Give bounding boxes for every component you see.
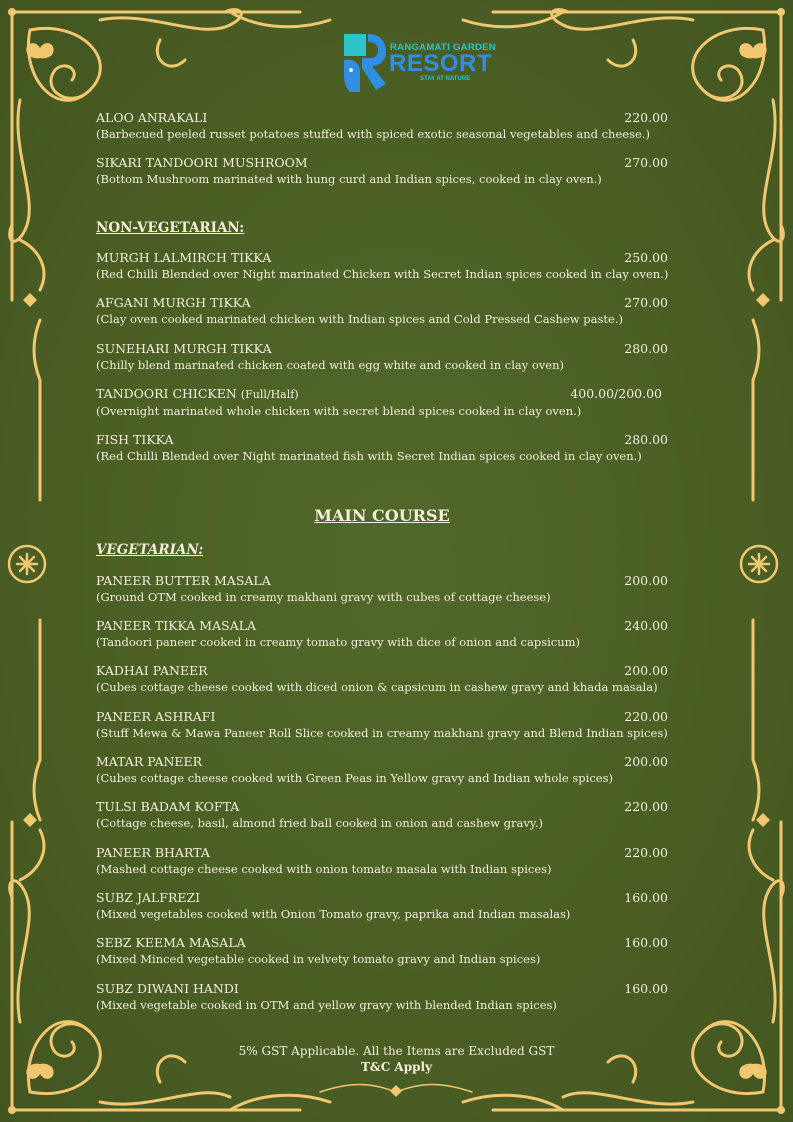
item-price: 160.00 <box>624 935 668 950</box>
item-name: SUBZ JALFREZI <box>96 890 201 905</box>
left-starburst-medallion <box>6 543 48 585</box>
main-course-title: MAIN COURSE <box>314 506 450 525</box>
item-description: (Mashed cottage cheese cooked with onion tomato masala with Indian spices) <box>96 862 552 876</box>
menu-item <box>96 890 668 922</box>
terms-note: T&C Apply <box>360 1060 433 1074</box>
non-veg-heading: NON-VEGETARIAN: <box>96 220 245 236</box>
item-price: 400.00/200.00 <box>570 386 662 401</box>
item-price: 200.00 <box>624 663 668 678</box>
item-price: 160.00 <box>624 890 668 905</box>
item-name-text: TANDOORI CHICKEN <box>96 386 237 401</box>
logo-mark-icon <box>342 32 388 94</box>
item-price: 270.00 <box>624 155 668 170</box>
item-price: 240.00 <box>624 618 668 633</box>
item-portion-qualifier: (Full/Half) <box>240 388 299 401</box>
item-price: 160.00 <box>624 981 668 996</box>
menu-item <box>96 110 668 142</box>
item-description: (Cubes cottage cheese cooked with Green Peas in Yellow gravy and Indian whole spices) <box>96 771 613 785</box>
footer <box>0 1043 793 1075</box>
item-name: TULSI BADAM KOFTA <box>96 799 240 814</box>
menu-item <box>96 295 668 327</box>
item-description: (Cubes cottage cheese cooked with diced onion & capsicum in cashew gravy and khada masala) <box>96 680 658 694</box>
item-name: PANEER BHARTA <box>96 845 210 860</box>
item-name: PANEER BUTTER MASALA <box>96 573 271 588</box>
menu-item <box>96 845 668 877</box>
item-name: ALOO ANRAKALI <box>96 110 208 125</box>
right-starburst-medallion <box>738 543 780 585</box>
item-description: (Mixed Minced vegetable cooked in velvety tomato gravy and Indian spices) <box>96 952 541 966</box>
menu-item <box>96 432 668 464</box>
item-name: SUBZ DIWANI HANDI <box>96 981 239 996</box>
menu-item <box>96 386 668 419</box>
item-name: SIKARI TANDOORI MUSHROOM <box>96 155 308 170</box>
item-description: (Red Chilli Blended over Night marinated Chicken with Secret Indian spices cooked in clay oven.) <box>96 267 669 281</box>
item-description: (Mixed vegetables cooked with Onion Tomato gravy, paprika and Indian masalas) <box>96 907 571 921</box>
item-price: 220.00 <box>624 110 668 125</box>
menu-item <box>96 663 668 695</box>
item-description: (Clay oven cooked marinated chicken with Indian spices and Cold Pressed Cashew paste.) <box>96 312 623 326</box>
item-name: PANEER TIKKA MASALA <box>96 618 257 633</box>
item-description: (Red Chilli Blended over Night marinated fish with Secret Indian spices cooked in clay oven.) <box>96 449 642 463</box>
gst-note: 5% GST Applicable. All the Items are Excluded GST <box>238 1044 555 1058</box>
item-price: 280.00 <box>624 432 668 447</box>
item-name: KADHAI PANEER <box>96 663 208 678</box>
item-price: 270.00 <box>624 295 668 310</box>
item-description: (Overnight marinated whole chicken with secret blend spices cooked in clay oven.) <box>96 404 582 418</box>
item-description: (Barbecued peeled russet potatoes stuffed with spiced exotic seasonal vegetables and cheese.) <box>96 127 650 141</box>
item-price: 200.00 <box>624 754 668 769</box>
item-name: FISH TIKKA <box>96 432 174 447</box>
item-price: 220.00 <box>624 709 668 724</box>
menu-item <box>96 981 668 1013</box>
menu-item <box>96 799 668 831</box>
item-description: (Stuff Mewa & Mawa Paneer Roll Slice cooked in creamy makhani gravy and Blend Indian spices) <box>96 726 668 740</box>
item-description: (Chilly blend marinated chicken coated with egg white and cooked in clay oven) <box>96 358 565 372</box>
item-description: (Tandoori paneer cooked in creamy tomato gravy with dice of onion and capsicum) <box>96 635 581 649</box>
item-description: (Mixed vegetable cooked in OTM and yellow gravy with blended Indian spices) <box>96 998 557 1012</box>
item-description: (Cottage cheese, basil, almond fried ball cooked in onion and cashew gravy.) <box>96 816 543 830</box>
logo-line1: RANGAMATI GARDEN <box>390 42 496 53</box>
menu-item <box>96 155 668 187</box>
item-name: SUNEHARI MURGH TIKKA <box>96 341 272 356</box>
menu-item <box>96 709 668 741</box>
menu-item <box>96 618 668 650</box>
item-price: 200.00 <box>624 573 668 588</box>
item-description: (Ground OTM cooked in creamy makhani gravy with cubes of cottage cheese) <box>96 590 551 604</box>
item-name: PANEER ASHRAFI <box>96 709 216 724</box>
item-name: MURGH LALMIRCH TIKKA <box>96 250 272 265</box>
menu-item <box>96 573 668 605</box>
logo-tagline: STAY AT NATURE <box>420 76 471 82</box>
logo-name: RESORT <box>389 50 493 77</box>
item-price: 280.00 <box>624 341 668 356</box>
item-name: AFGANI MURGH TIKKA <box>96 295 251 310</box>
veg-heading: VEGETARIAN: <box>96 542 204 558</box>
item-price: 250.00 <box>624 250 668 265</box>
item-price: 220.00 <box>624 845 668 860</box>
menu-item <box>96 341 668 373</box>
menu-item <box>96 935 668 967</box>
menu-item <box>96 754 668 786</box>
item-name: MATAR PANEER <box>96 754 203 769</box>
item-price: 220.00 <box>624 799 668 814</box>
item-description: (Bottom Mushroom marinated with hung curd and Indian spices, cooked in clay oven.) <box>96 172 602 186</box>
resort-logo <box>340 30 500 96</box>
item-name: SEBZ KEEMA MASALA <box>96 935 246 950</box>
menu-item <box>96 250 668 282</box>
